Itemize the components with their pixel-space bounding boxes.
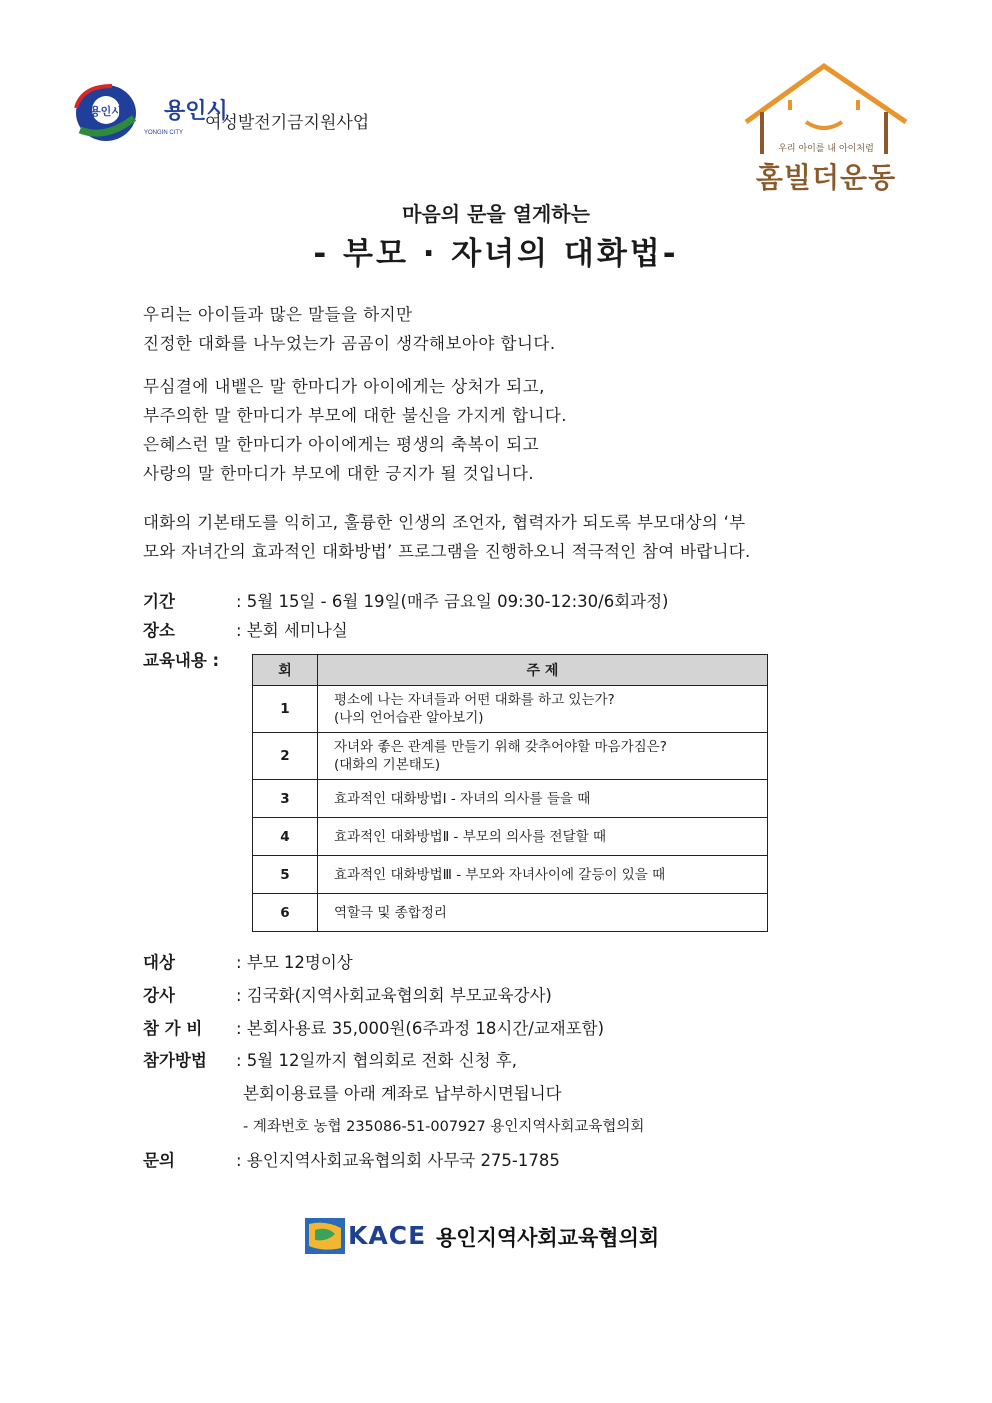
fee-label: 참 가 비 <box>143 1019 203 1038</box>
topic-line: 역할극 및 종합정리 <box>334 904 447 921</box>
intro-paragraph <box>143 300 863 358</box>
place-row <box>143 617 348 641</box>
subtitle: 마음의 문을 열게하는 <box>402 202 590 226</box>
topic-line: 평소에 나는 자녀들과 어떤 대화를 하고 있는가? <box>334 692 615 708</box>
table-row <box>253 894 768 932</box>
topic-line: 효과적인 대화방법Ⅰ - 자녀의 의사를 들을 때 <box>334 790 591 807</box>
column-header-session: 회 <box>253 655 318 686</box>
session-number: 4 <box>253 818 318 856</box>
home-builder-name: 홈빌더운동 <box>755 161 897 194</box>
table-row <box>253 818 768 856</box>
table-row <box>253 733 768 780</box>
session-topic <box>318 733 768 780</box>
method-line-2: 본회이용료를 아래 계좌로 납부하시면됩니다 <box>243 1084 562 1103</box>
session-number: 3 <box>253 780 318 818</box>
fee-row <box>143 1015 604 1039</box>
topic-line: (나의 언어습관 알아보기) <box>334 710 484 726</box>
paragraph-line: 진정한 대화를 나누었는가 곰곰이 생각해보아야 합니다. <box>143 334 556 353</box>
account-info: - 계좌번호 농협 235086-51-007927 용인지역사회교육협의회 <box>243 1119 645 1135</box>
content-row <box>143 647 236 671</box>
table-row <box>253 686 768 733</box>
contact-label: 문의 <box>143 1151 175 1170</box>
topic-line: (대화의 기본태도) <box>334 757 441 773</box>
home-tagline: 우리 아이를 내 아이처럼 <box>778 144 874 154</box>
target-value: : 부모 12명이상 <box>236 953 353 972</box>
period-value: : 5월 15일 - 6월 19일(매주 금요일 09:30-12:30/6회과정) <box>236 592 669 611</box>
table-row <box>253 780 768 818</box>
table-row <box>253 856 768 894</box>
curriculum-table <box>252 654 768 932</box>
session-topic <box>318 686 768 733</box>
contact-row <box>143 1147 560 1171</box>
place-value: : 본회 세미나실 <box>236 621 348 640</box>
period-label: 기간 <box>143 592 175 611</box>
method-label: 참가방법 <box>143 1051 207 1070</box>
yongin-logo-text: 용인시 <box>164 99 228 124</box>
session-topic <box>318 818 768 856</box>
method-value: : 5월 12일까지 협의회로 전화 신청 후, <box>236 1051 517 1070</box>
kace-org-name: 용인지역사회교육협의회 <box>436 1226 660 1250</box>
session-number: 1 <box>253 686 318 733</box>
program-paragraph <box>143 508 883 566</box>
column-header-topic: 주 제 <box>318 655 768 686</box>
target-row <box>143 949 353 973</box>
place-label: 장소 <box>143 621 175 640</box>
lecturer-row <box>143 982 552 1006</box>
lecturer-label: 강사 <box>143 986 175 1005</box>
fee-value: : 본회사용료 35,000원(6주과정 18시간/교재포함) <box>236 1019 605 1038</box>
topic-line: 효과적인 대화방법Ⅱ - 부모의 의사를 전달할 때 <box>334 828 607 845</box>
session-topic <box>318 894 768 932</box>
paragraph-line: 모와 자녀간의 효과적인 대화방법’ 프로그램을 진행하오니 적극적인 참여 바랍니다. <box>143 542 751 561</box>
paragraph-line: 우리는 아이들과 많은 말들을 하지만 <box>143 305 413 324</box>
yongin-logo-subtext: YONGIN CITY <box>144 130 184 136</box>
session-topic <box>318 856 768 894</box>
session-number: 2 <box>253 733 318 780</box>
session-topic <box>318 780 768 818</box>
paragraph-line: 대화의 기본태도를 익히고, 훌륭한 인생의 조언자, 협력자가 되도록 부모대상의 ‘부 <box>143 513 746 532</box>
topic-line: 자녀와 좋은 관계를 만들기 위해 갖추어야할 마음가짐은? <box>334 739 667 755</box>
sponsor-text: 여성발전기금지원사업 <box>205 113 370 133</box>
session-number: 6 <box>253 894 318 932</box>
kace-logo-text: KACE <box>348 1221 427 1250</box>
table-header-row <box>253 655 768 686</box>
method-row <box>143 1047 517 1071</box>
target-label: 대상 <box>143 953 175 972</box>
message-paragraph <box>143 372 863 488</box>
session-number: 5 <box>253 856 318 894</box>
kace-logo-icon <box>305 1218 345 1254</box>
svg-text:용인시: 용인시 <box>90 106 122 118</box>
period-row <box>143 588 668 612</box>
paragraph-line: 부주의한 말 한마디가 부모에 대한 불신을 가지게 합니다. <box>143 406 568 425</box>
content-label: 교육내용 : <box>143 651 220 670</box>
paragraph-line: 사랑의 말 한마디가 부모에 대한 긍지가 될 것입니다. <box>143 464 535 483</box>
topic-line: 효과적인 대화방법Ⅲ - 부모와 자녀사이에 갈등이 있을 때 <box>334 866 666 883</box>
page-title: - 부모 · 자녀의 대화법- <box>313 236 679 272</box>
paragraph-line: 은혜스런 말 한마디가 아이에게는 평생의 축복이 되고 <box>143 435 540 454</box>
paragraph-line: 무심결에 내뱉은 말 한마디가 아이에게는 상처가 되고, <box>143 377 545 396</box>
contact-value: : 용인지역사회교육협의회 사무국 275-1785 <box>236 1151 560 1170</box>
lecturer-value: : 김국화(지역사회교육협의회 부모교육강사) <box>236 986 552 1005</box>
